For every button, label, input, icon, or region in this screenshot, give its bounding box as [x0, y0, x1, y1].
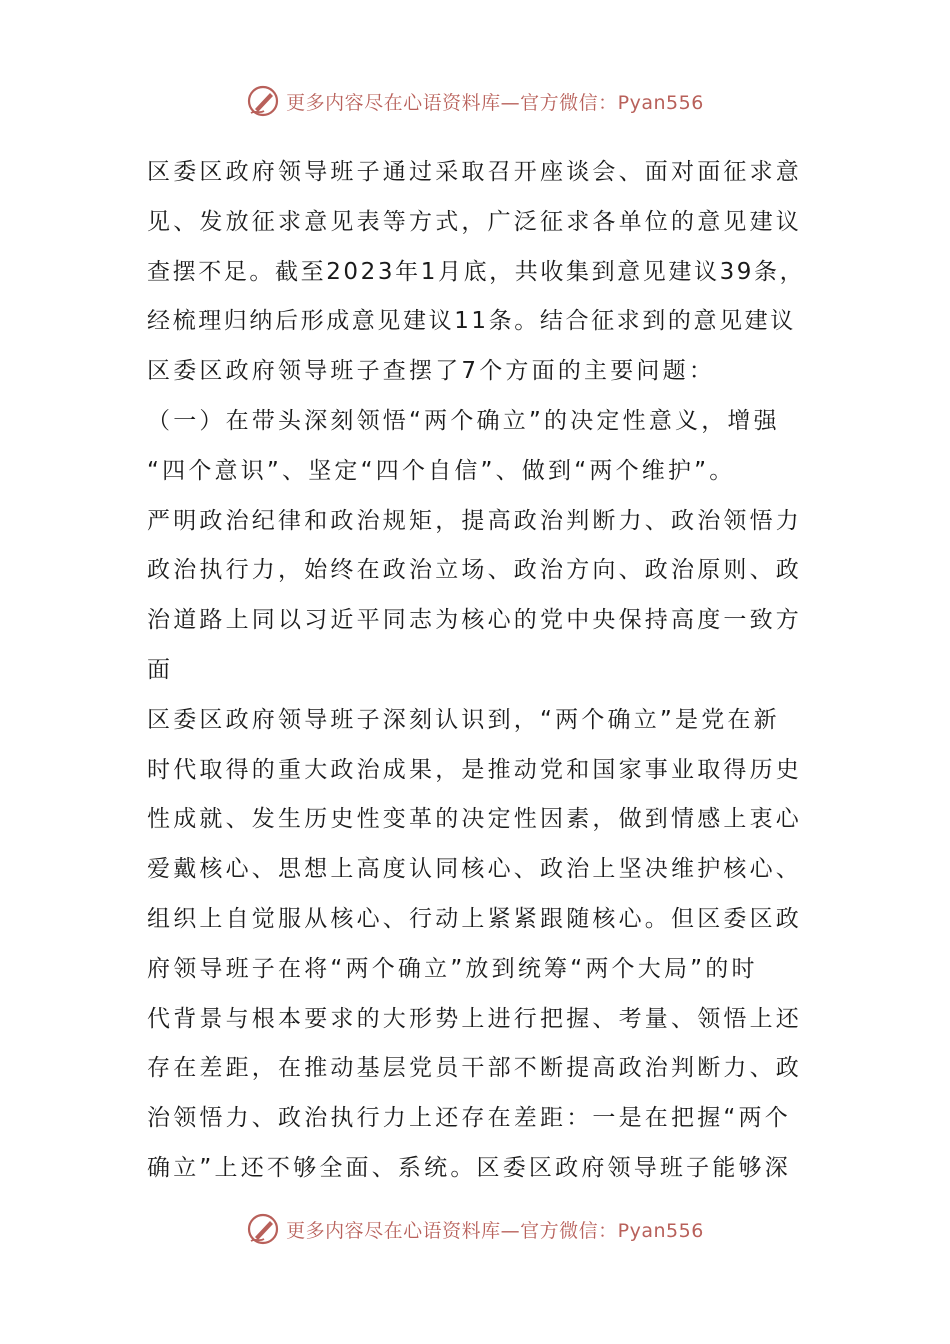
text-line: 查摆不足。截至2023年1月底，共收集到意见建议39条， — [147, 258, 806, 285]
section-heading-line: “四个意识”、坚定“四个自信”、做到“两个维护”。 — [147, 457, 736, 484]
text-line: 治领悟力、政治执行力上还存在差距：一是在把握“两个 — [147, 1105, 791, 1132]
text-line: 性成就、发生历史性变革的决定性因素，做到情感上衷心 — [147, 806, 802, 833]
section-heading-line: 面 — [147, 656, 174, 683]
section-heading-line: 治道路上同以习近平同志为核心的党中央保持高度一致方 — [147, 607, 802, 634]
watermark-text: 更多内容尽在心语资料库—官方微信：Pyan556 — [286, 1219, 704, 1242]
text-line: 确立”上还不够全面、系统。区委区政府领导班子能够深 — [147, 1154, 791, 1181]
text-line: 经梳理归纳后形成意见建议11条。结合征求到的意见建议 — [147, 308, 796, 335]
text-line: 区委区政府领导班子通过采取召开座谈会、面对面征求意 — [147, 159, 802, 185]
text-line: 见、发放征求意见表等方式，广泛征求各单位的意见建议 — [147, 208, 802, 235]
section-heading-line: 严明政治纪律和政治规矩，提高政治判断力、政治领悟力 — [147, 507, 802, 534]
text-line: 时代取得的重大政治成果，是推动党和国家事业取得历史 — [147, 756, 802, 783]
text-line: 爱戴核心、思想上高度认同核心、政治上坚决维护核心、 — [147, 856, 802, 883]
text-line: 区委区政府领导班子深刻认识到，“两个确立”是党在新 — [147, 706, 780, 733]
watermark-text: 更多内容尽在心语资料库—官方微信：Pyan556 — [286, 91, 704, 114]
text-line: 区委区政府领导班子查摆了7个方面的主要问题： — [147, 358, 716, 385]
pen-logo-icon — [246, 84, 280, 118]
text-line: 组织上自觉服从核心、行动上紧紧跟随核心。但区委区政 — [147, 905, 802, 932]
document-body — [147, 148, 807, 1194]
text-line: 代背景与根本要求的大形势上进行把握、考量、领悟上还 — [147, 1005, 802, 1032]
pen-logo-icon — [246, 1212, 280, 1246]
footer-watermark — [0, 1212, 950, 1246]
text-line: 府领导班子在将“两个确立”放到统筹“两个大局”的时 — [147, 955, 758, 982]
section-heading-line: 政治执行力，始终在政治立场、政治方向、政治原则、政 — [147, 557, 802, 584]
text-line: 存在差距，在推动基层党员干部不断提高政治判断力、政 — [147, 1055, 802, 1082]
header-watermark — [0, 84, 950, 118]
section-heading-line: （一）在带头深刻领悟“两个确立”的决定性意义，增强 — [147, 407, 780, 434]
